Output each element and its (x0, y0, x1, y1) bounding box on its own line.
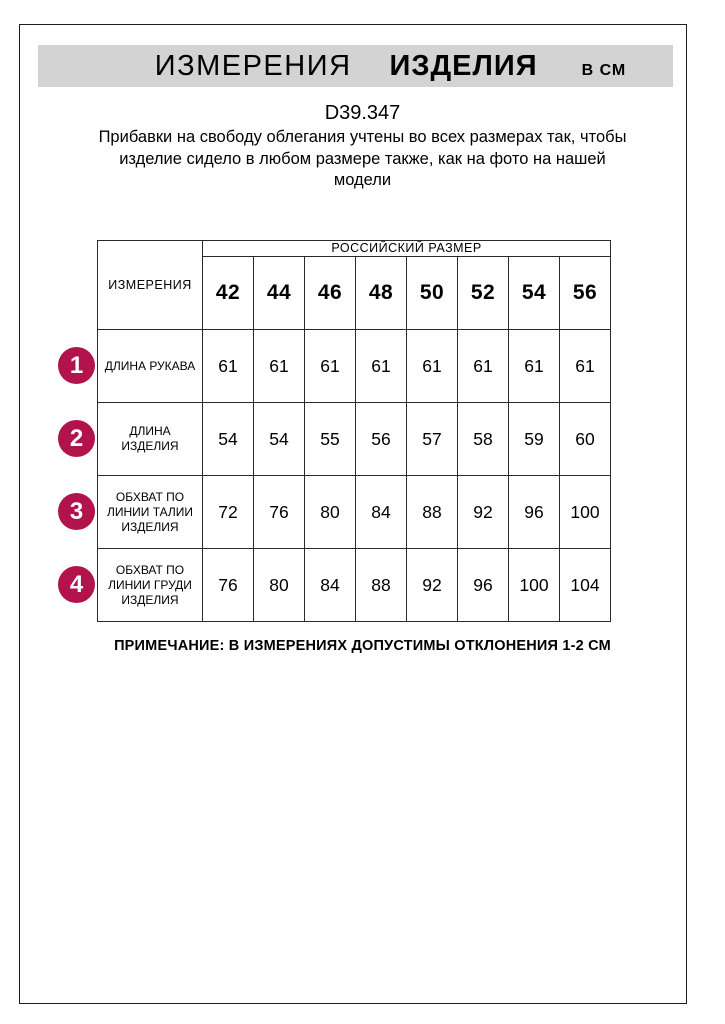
size-column-header: 48 (356, 257, 407, 330)
table-row (98, 403, 611, 476)
value-cell: 84 (356, 476, 407, 549)
title-bar (38, 45, 673, 87)
value-cell: 92 (407, 549, 458, 622)
description-text: Прибавки на свободу облегания учтены во всех размерах так, чтобы изделие сидело в любом размере также, как на фото на нашей модели (98, 128, 627, 189)
value-cell: 60 (560, 403, 611, 476)
size-column-header: 42 (203, 257, 254, 330)
value-cell: 58 (458, 403, 509, 476)
value-cell: 96 (458, 549, 509, 622)
note-text: ПРИМЕЧАНИЕ: В ИЗМЕРЕНИЯХ ДОПУСТИМЫ ОТКЛОНЕНИЯ 1-2 СМ (114, 638, 611, 654)
value-cell: 61 (458, 330, 509, 403)
size-group-row (98, 241, 611, 257)
size-table (97, 240, 611, 622)
size-column-header: 46 (305, 257, 356, 330)
table-row (98, 330, 611, 403)
row-number-badge: 1 (58, 347, 95, 384)
value-cell: 92 (458, 476, 509, 549)
measurement-label: ОБХВАТ ПО ЛИНИИ ГРУДИ ИЗДЕЛИЯ (98, 549, 203, 622)
value-cell: 61 (407, 330, 458, 403)
value-cell: 88 (407, 476, 458, 549)
value-cell: 61 (356, 330, 407, 403)
value-cell: 54 (203, 403, 254, 476)
table-row (98, 476, 611, 549)
value-cell: 100 (560, 476, 611, 549)
value-cell: 84 (305, 549, 356, 622)
value-cell: 61 (509, 330, 560, 403)
size-column-header: 50 (407, 257, 458, 330)
value-cell: 80 (254, 549, 305, 622)
measurements-column-header: ИЗМЕРЕНИЯ (98, 241, 203, 330)
value-cell: 80 (305, 476, 356, 549)
measurement-label: ОБХВАТ ПО ЛИНИИ ТАЛИИ ИЗДЕЛИЯ (98, 476, 203, 549)
size-column-header: 56 (560, 257, 611, 330)
value-cell: 88 (356, 549, 407, 622)
row-number-badge: 4 (58, 566, 95, 603)
measurement-label: ДЛИНА ИЗДЕЛИЯ (98, 403, 203, 476)
value-cell: 61 (254, 330, 305, 403)
value-cell: 76 (254, 476, 305, 549)
product-code: D39.347 (324, 102, 401, 124)
size-column-header: 52 (458, 257, 509, 330)
measurement-label: ДЛИНА РУКАВА (98, 330, 203, 403)
value-cell: 100 (509, 549, 560, 622)
row-number-badge: 2 (58, 420, 95, 457)
value-cell: 72 (203, 476, 254, 549)
value-cell: 57 (407, 403, 458, 476)
size-column-header: 44 (254, 257, 305, 330)
value-cell: 104 (560, 549, 611, 622)
value-cell: 55 (305, 403, 356, 476)
value-cell: 59 (509, 403, 560, 476)
value-cell: 76 (203, 549, 254, 622)
value-cell: 96 (509, 476, 560, 549)
table-row (98, 549, 611, 622)
title-unit: В СМ (581, 62, 627, 79)
value-cell: 56 (356, 403, 407, 476)
row-number-badge: 3 (58, 493, 95, 530)
size-group-header: РОССИЙСКИЙ РАЗМЕР (203, 241, 611, 257)
title-product: ИЗДЕЛИЯ (389, 50, 538, 82)
size-column-header: 54 (509, 257, 560, 330)
value-cell: 61 (203, 330, 254, 403)
title-measurements: ИЗМЕРЕНИЯ (154, 50, 352, 82)
value-cell: 61 (560, 330, 611, 403)
value-cell: 61 (305, 330, 356, 403)
value-cell: 54 (254, 403, 305, 476)
